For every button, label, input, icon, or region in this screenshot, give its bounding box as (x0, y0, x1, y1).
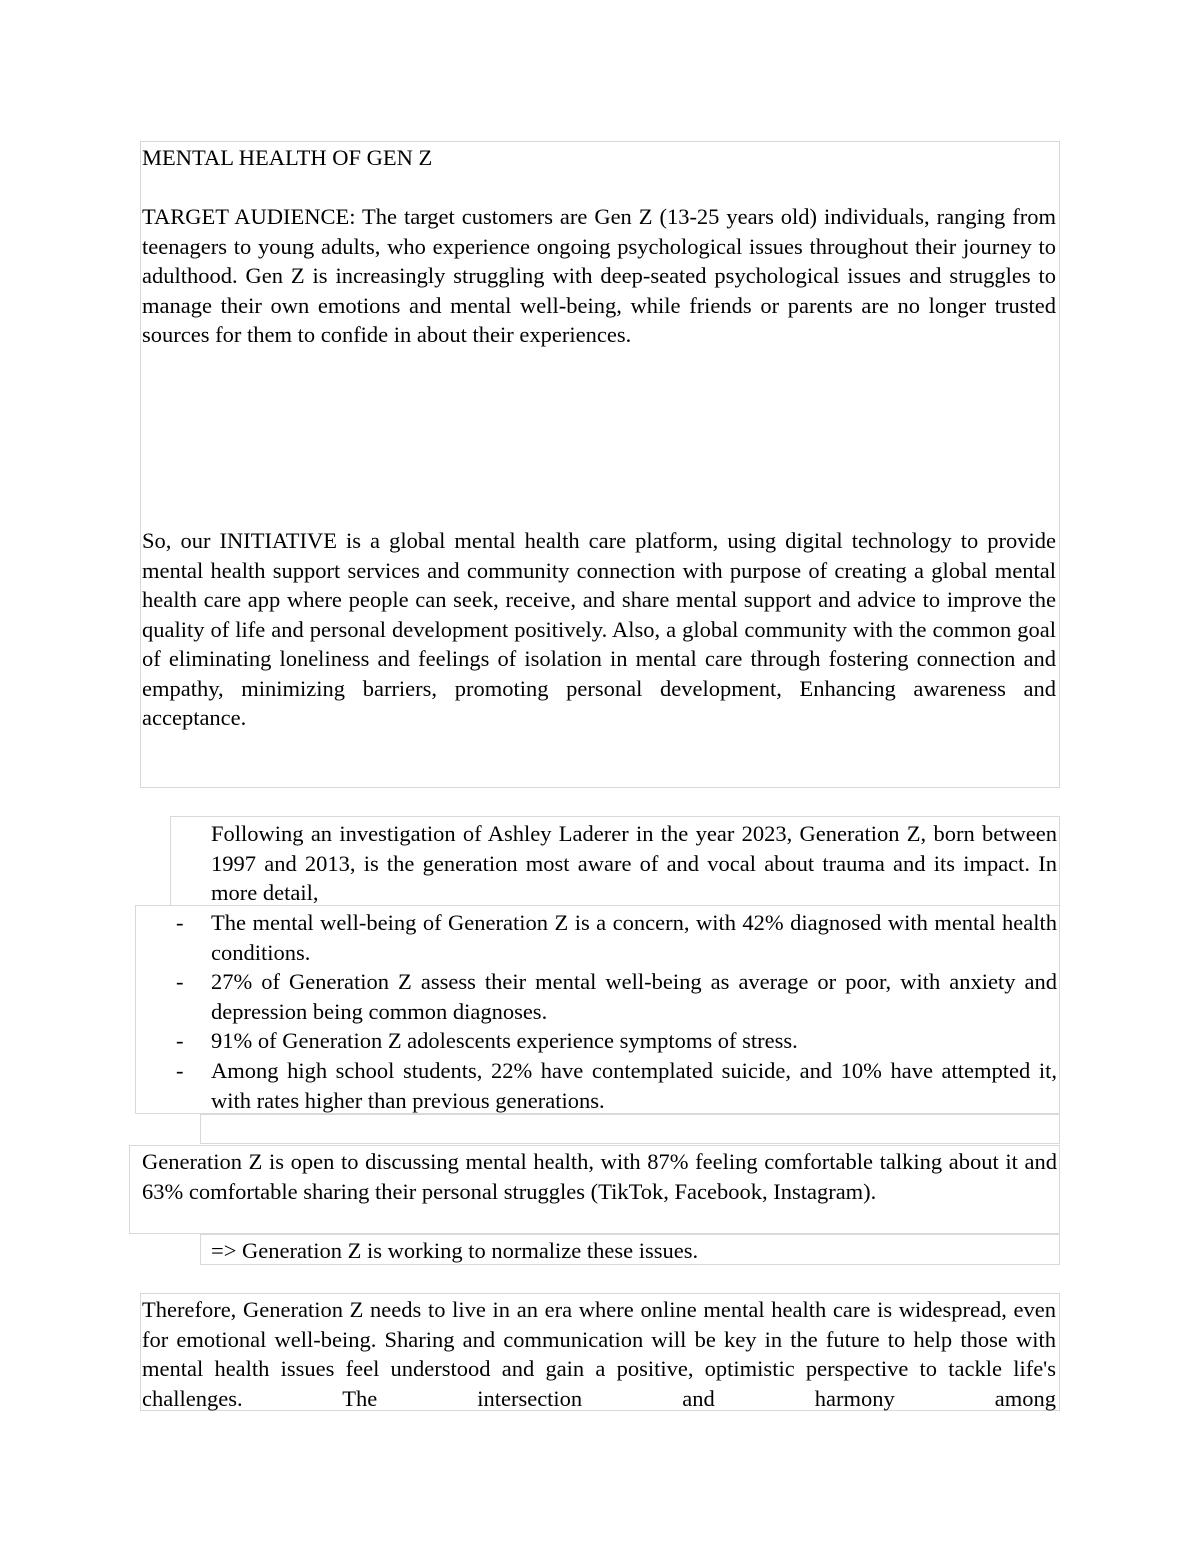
list-item: 27% of Generation Z assess their mental well-being as average or poor, with anxiety and depression being common diagnoses. (211, 969, 1057, 1024)
bullet-marker: - (176, 1028, 184, 1053)
initiative-paragraph: So, our INITIATIVE is a global mental health care platform, using digital technology to provide mental health support services and community connection with purpose of creating a global mental health care app where people can seek, receive, and share mental support and advice to improve the quality of life and personal development positively. Also, a global community with the common goal of eliminating loneliness and feelings of isolation in mental care through fostering connection and empathy, minimizing barriers, promoting personal development, Enhancing awareness and acceptance. (142, 528, 1056, 730)
bullet-marker: - (176, 1058, 184, 1083)
therefore-paragraph: Therefore, Generation Z needs to live in an era where online mental health care is widespread, even for emotional well-being. Sharing and communication will be key in the future to help those with mental health issues feel understood and gain a positive, optimistic perspective to tackle life's challenges. The intersection and harmony among (142, 1297, 1056, 1411)
investigation-intro-paragraph: Following an investigation of Ashley Laderer in the year 2023, Generation Z, born between 1997 and 2013, is the generation most aware of and vocal about trauma and its impact. In more detail, (211, 821, 1057, 905)
bullet-marker: - (176, 969, 184, 994)
document-title: MENTAL HEALTH OF GEN Z (142, 145, 433, 170)
list-item: Among high school students, 22% have contemplated suicide, and 10% have attempted it, with rates higher than previous generations. (211, 1058, 1057, 1113)
conclusion-line: => Generation Z is working to normalize these issues. (211, 1238, 699, 1263)
openness-paragraph: Generation Z is open to discussing mental health, with 87% feeling comfortable talking about it and 63% comfortable sharing their personal struggles (TikTok, Facebook, Instagram). (142, 1149, 1057, 1204)
list-item: 91% of Generation Z adolescents experience symptoms of stress. (211, 1028, 798, 1053)
spacer-box (200, 1114, 1060, 1144)
bullet-marker: - (176, 910, 184, 935)
list-item: The mental well-being of Generation Z is a concern, with 42% diagnosed with mental health conditions. (211, 910, 1057, 965)
target-audience-paragraph: TARGET AUDIENCE: The target customers are Gen Z (13-25 years old) individuals, ranging from teenagers to young adults, who experience ongoing psychological issues throughout their journey to adulthood. Gen Z is increasingly struggling with deep-seated psychological issues and struggles to manage their own emotions and mental well-being, while friends or parents are no longer trusted sources for them to confide in about their experiences. (142, 204, 1056, 347)
